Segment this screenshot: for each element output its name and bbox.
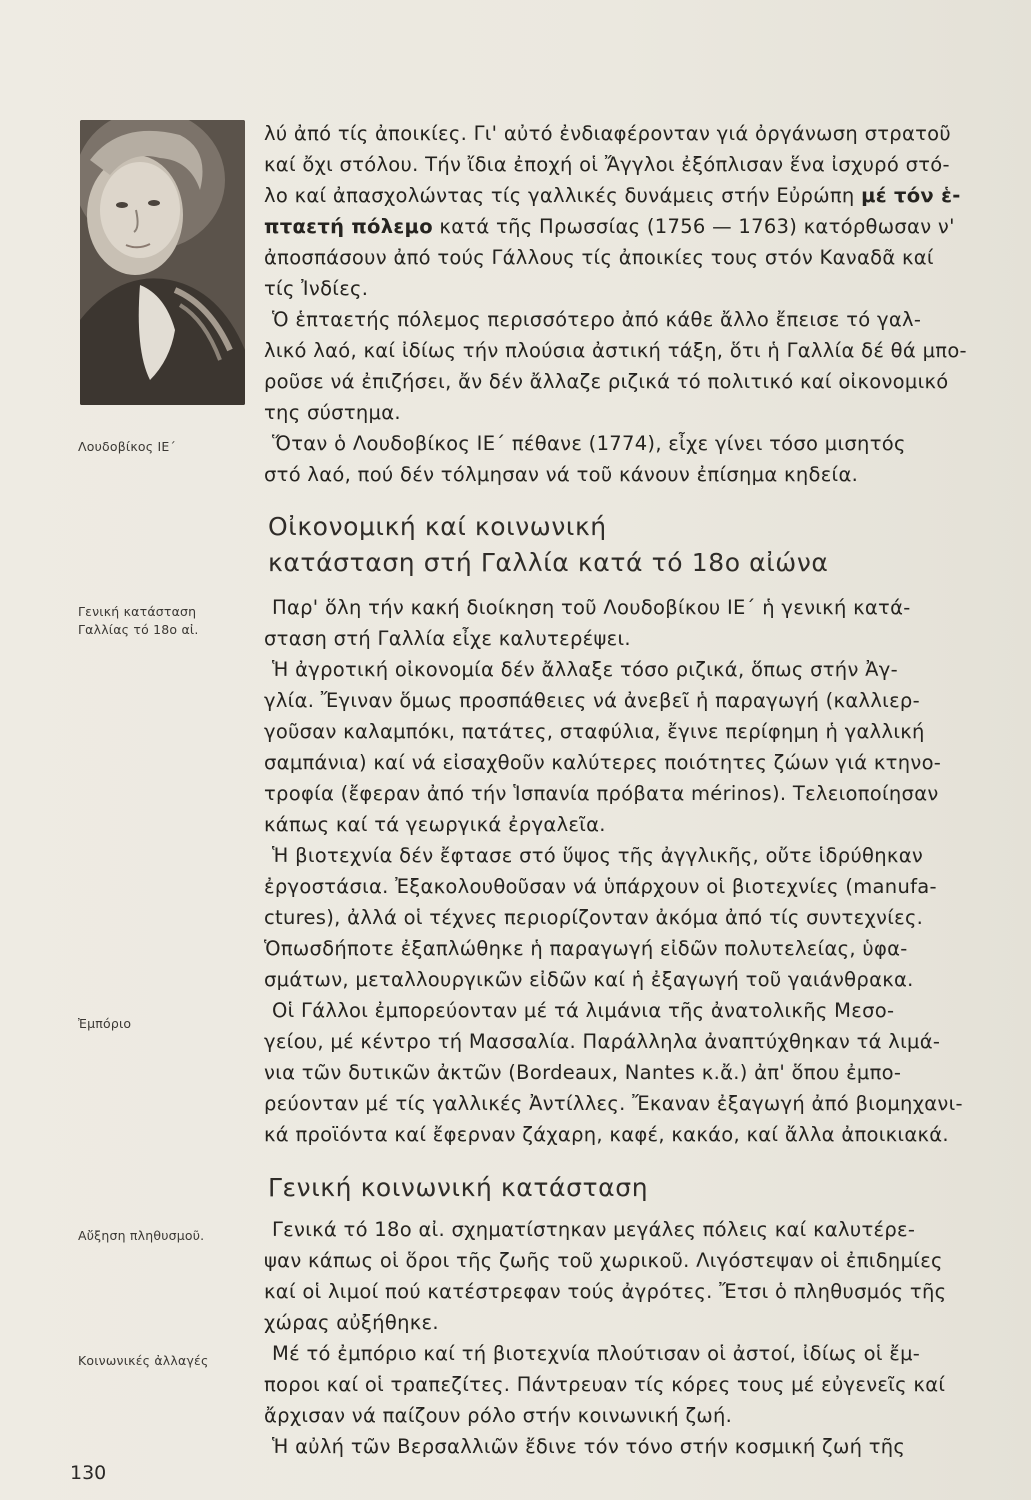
text-line: Ἡ αὐλή τῶν Βερσαλλιῶν ἔδινε τόν τόνο στήν κοσμική ζωή τῆς (272, 1435, 906, 1458)
text-line: Οἱ Γάλλοι ἐμπορεύονταν μέ τά λιμάνια τῆς ἀνατολικῆς Μεσο- (272, 999, 895, 1022)
text-line: τροφία (ἔφεραν ἀπό τήν Ἱσπανία πρόβατα mérinos). Τελειοποίησαν (264, 782, 939, 805)
heading-line: κατάσταση στή Γαλλία κατά τό 18ο αἰώνα (268, 548, 829, 577)
text-line (264, 211, 1024, 242)
text-line: γλία. Ἔγιναν ὅμως προσπάθειες νά ἀνεβεῖ ἡ παραγωγή (καλλιερ- (264, 689, 920, 712)
text-line: λύ ἀπό τίς ἀποικίες. Γι' αὐτό ἐνδιαφέρονταν γιά ὀργάνωση στρατοῦ (264, 122, 951, 145)
margin-note-general-situation (78, 603, 248, 639)
text-line: Μέ τό ἐμπόριο καί τή βιοτεχνία πλούτισαν οἱ ἀστοί, ἰδίως οἱ ἔμ- (272, 1342, 921, 1365)
text-line: της σύστημα. (264, 401, 401, 424)
page-number: 130 (70, 1462, 107, 1484)
text-line: νια τῶν δυτικῶν ἀκτῶν (Bordeaux, Nantes κ.ἄ.) ἀπ' ὅπου ἐμπο- (264, 1061, 902, 1084)
text-line: ἄρχισαν νά παίζουν ρόλο στήν κοινωνική ζωή. (264, 1404, 733, 1427)
text-line: ctures), ἀλλά οἱ τέχνες περιορίζονταν ἀκόμα ἀπό τίς συντεχνίες. (264, 906, 924, 929)
text-line: Ἡ ἀγροτική οἰκονομία δέν ἄλλαξε τόσο ριζικά, ὅπως στήν Ἀγ- (272, 658, 898, 681)
text-line (264, 180, 1024, 211)
text-line: Παρ' ὅλη τήν κακή διοίκηση τοῦ Λουδοβίκου ΙΕ΄ ἡ γενική κατά- (272, 596, 911, 619)
society-text (264, 1214, 1024, 1462)
text-line: ψαν κάπως οἱ ὅροι τῆς ζωῆς τοῦ χωρικοῦ. Λιγόστεψαν οἱ ἐπιδημίες (264, 1249, 943, 1272)
text-line: χώρας αὐξήθηκε. (264, 1311, 439, 1334)
text-line: ρεύονταν μέ τίς γαλλικές Ἀντίλλες. Ἔκαναν ἐξαγωγή ἀπό βιομηχανι- (264, 1092, 963, 1115)
text-line: Ὅταν ὁ Λουδοβίκος ΙΕ΄ πέθανε (1774), εἶχε γίνει τόσο μισητός (272, 432, 906, 455)
text-line: ποροι καί οἱ τραπεζίτες. Πάντρευαν τίς κόρες τους μέ εὐγενεῖς καί (264, 1373, 946, 1396)
bold-term: πταετή πόλεμο (264, 215, 433, 238)
text-line: γείου, μέ κέντρο τή Μασσαλία. Παράλληλα ἀναπτύχθηκαν τά λιμά- (264, 1030, 941, 1053)
portrait-illustration (80, 120, 245, 405)
text-line: κάπως καί τά γεωργικά ἐργαλεῖα. (264, 813, 606, 836)
text-line: ροῦσε νά ἐπιζήσει, ἄν δέν ἄλλαζε ριζικά τό πολιτικό καί οἰκονομικό (264, 370, 949, 393)
text-line: ἀποσπάσουν ἀπό τούς Γάλλους τίς ἀποικίες τους στόν Καναδᾶ καί (264, 246, 934, 269)
margin-note-trade: Ἐμπόριο (78, 1016, 132, 1031)
text-line: στό λαό, πού δέν τόλμησαν νά τοῦ κάνουν ἐπίσημα κηδεία. (264, 463, 859, 486)
margin-note-line: Γαλλίας τό 18ο αἰ. (78, 622, 199, 637)
text-line: λικό λαό, καί ἰδίως τήν πλούσια ἀστική τάξη, ὅτι ἡ Γαλλία δέ θά μπο- (264, 339, 967, 362)
text-line: Ὁ ἑπταετής πόλεμος περισσότερο ἀπό κάθε ἄλλο ἔπεισε τό γαλ- (272, 308, 922, 331)
text-line: σμάτων, μεταλλουργικῶν εἰδῶν καί ἡ ἐξαγωγή τοῦ γαιάνθρακα. (264, 968, 914, 991)
text-line: καί οἱ λιμοί πού κατέστρεφαν τούς ἀγρότες. Ἔτσι ὁ πληθυσμός τῆς (264, 1280, 947, 1303)
text-line: Γενικά τό 18ο αἰ. σχηματίστηκαν μεγάλες πόλεις καί καλυτέρε- (272, 1218, 916, 1241)
economy-text (264, 592, 1024, 1150)
portrait-caption: Λουδοβίκος ΙΕ΄ (78, 439, 176, 454)
margin-note-line: Γενική κατάσταση (78, 604, 197, 619)
section-heading-society: Γενική κοινωνική κατάσταση (268, 1173, 649, 1202)
text-line: ἐργοστάσια. Ἐξακολουθοῦσαν νά ὑπάρχουν οἱ βιοτεχνίες (manufa- (264, 875, 937, 898)
portrait-image (80, 120, 245, 405)
margin-note-social-changes: Κοινωνικές ἀλλαγές (78, 1353, 209, 1368)
text-segment: λο καί ἀπασχολώντας τίς γαλλικές δυνάμεις στήν Εὐρώπη (264, 184, 862, 207)
margin-note-population-growth: Αὔξηση πληθυσμοῦ. (78, 1228, 205, 1243)
text-line: σταση στή Γαλλία εἶχε καλυτερέψει. (264, 627, 631, 650)
text-line: τίς Ἰνδίες. (264, 277, 369, 300)
text-line: Ὁπωσδήποτε ἐξαπλώθηκε ἡ παραγωγή εἰδῶν πολυτελείας, ὑφα- (264, 937, 908, 960)
text-line: σαμπάνια) καί νά εἰσαχθοῦν καλύτερες ποιότητες ζώων γιά κτηνο- (264, 751, 942, 774)
heading-line: Οἰκονομική καί κοινωνική (268, 512, 607, 541)
text-segment: κατά τῆς Πρωσσίας (1756 — 1763) κατόρθωσαν ν' (432, 215, 955, 238)
text-line: Ἡ βιοτεχνία δέν ἔφτασε στό ὕψος τῆς ἀγγλικῆς, οὔτε ἱδρύθηκαν (272, 844, 924, 867)
text-line: καί ὄχι στόλου. Τήν ἴδια ἐποχή οἱ Ἄγγλοι ἐξόπλισαν ἕνα ἰσχυρό στό- (264, 153, 950, 176)
section-heading-economy (268, 509, 828, 581)
text-line: γοῦσαν καλαμπόκι, πατάτες, σταφύλια, ἔγινε περίφημη ἡ γαλλική (264, 720, 925, 743)
bold-term: μέ τόν ἑ- (861, 184, 961, 207)
text-line: κά προϊόντα καί ἔφερναν ζάχαρη, καφέ, κακάο, καί ἄλλα ἀποικιακά. (264, 1123, 949, 1146)
intro-text (264, 118, 1024, 490)
